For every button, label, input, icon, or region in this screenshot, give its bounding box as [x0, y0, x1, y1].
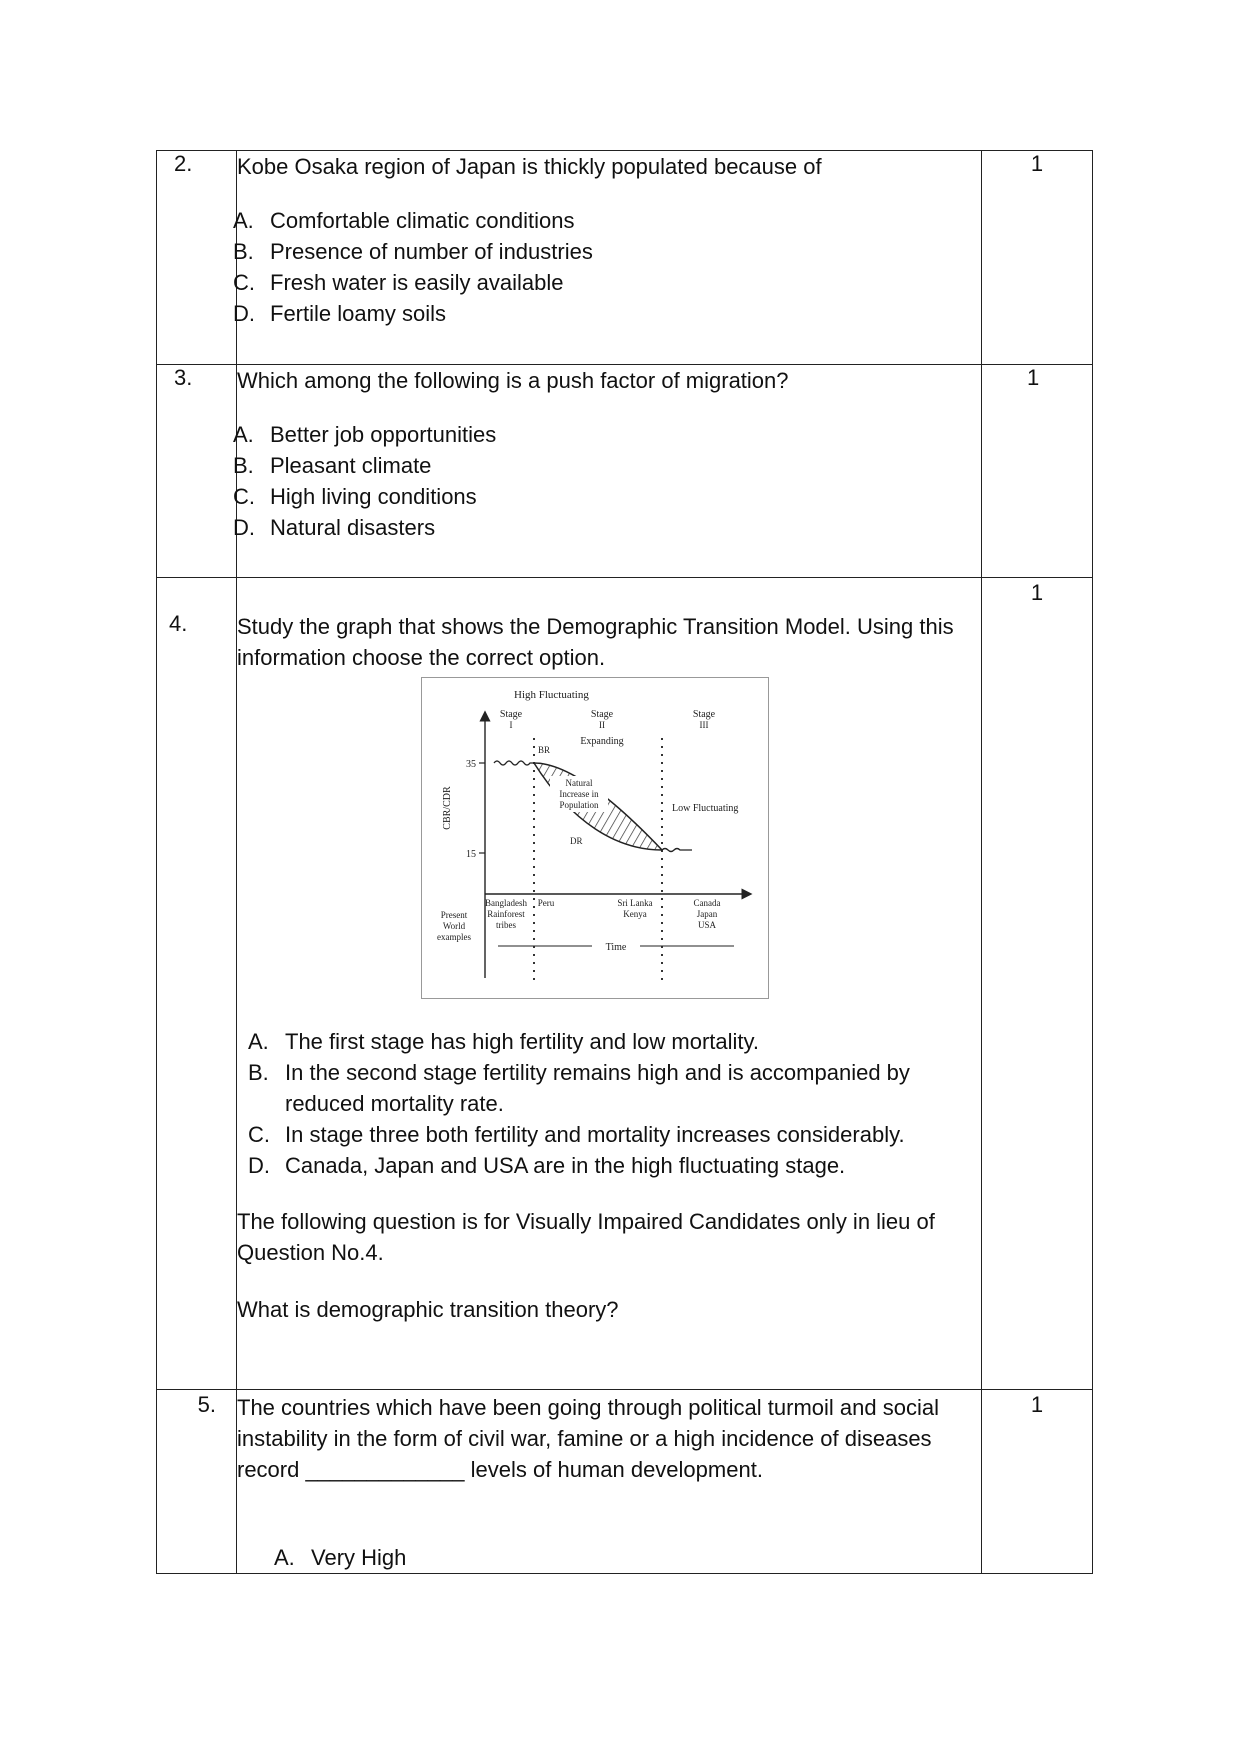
question-number: 3. [157, 365, 237, 578]
stage-1-numeral: I [509, 720, 513, 730]
example-japan: Japan [696, 909, 718, 919]
option-c: C. Fresh water is easily available [233, 270, 564, 295]
high-fluctuating-label: High Fluctuating [514, 689, 589, 701]
question-text: Kobe Osaka region of Japan is thickly populated because of [237, 154, 822, 179]
example-peru: Peru [537, 898, 555, 908]
marks: 1 [982, 365, 1093, 578]
example-usa: USA [697, 920, 717, 930]
natural-increase-label-1: Natural [565, 778, 593, 788]
br-label: BR [538, 745, 551, 755]
examples-label-2: World [442, 921, 466, 931]
natural-increase-label-2: Increase in [559, 789, 599, 799]
questions-table [156, 150, 1093, 1574]
low-fluctuating-label: Low Fluctuating [672, 803, 739, 814]
option-a: A. Comfortable climatic conditions [233, 208, 575, 233]
option-d: D. Natural disasters [233, 515, 436, 540]
visually-impaired-note: The following question is for Visually Impaired Candidates only in lieu of Question No.4. [237, 1209, 935, 1265]
examples-label-1: Present [440, 910, 468, 920]
stage-1-word: Stage [499, 709, 523, 720]
options-list [233, 205, 981, 329]
y-tick-label-35: 35 [466, 759, 476, 770]
option-b: B. Presence of number of industries [233, 239, 593, 264]
option-c: C. High living conditions [233, 484, 477, 509]
question-text: Study the graph that shows the Demographic Transition Model. Using this information choose the correct option. [237, 614, 954, 670]
examples-label-3: examples [437, 932, 471, 942]
marks: 1 [982, 151, 1093, 365]
stage-1-fluctuating-line [494, 761, 534, 765]
options-list [233, 419, 981, 543]
option-d: D. Fertile loamy soils [233, 301, 447, 326]
demographic-transition-figure [421, 677, 769, 999]
example-canada: Canada [693, 898, 721, 908]
question-row-3 [157, 365, 1093, 578]
marks: 1 [982, 1390, 1093, 1574]
option-b: B. In the second stage fertility remains high and is accompanied by reduced mortality rate. [248, 1060, 910, 1116]
option-b: B. Pleasant climate [233, 453, 432, 478]
question-row-4 [157, 578, 1093, 1390]
stage-2-word: Stage [590, 709, 614, 720]
example-bangladesh: Bangladesh [485, 898, 527, 908]
alternate-question: What is demographic transition theory? [237, 1297, 619, 1322]
option-d: D. Canada, Japan and USA are in the high fluctuating stage. [248, 1153, 846, 1178]
time-label: Time [605, 942, 627, 953]
stage-2-numeral: II [599, 720, 605, 730]
example-rainforest: Rainforest [487, 909, 525, 919]
question-number: 2. [157, 151, 237, 365]
option-c: C. In stage three both fertility and mortality increases considerably. [248, 1122, 905, 1147]
option-a: A. Better job opportunities [233, 422, 497, 447]
options-list [248, 1026, 981, 1181]
stage-3-word: Stage [692, 709, 716, 720]
option-a: A. Very High [274, 1545, 407, 1570]
example-sri-lanka: Sri Lanka [617, 898, 653, 908]
question-cell [233, 151, 982, 365]
stage-3-fluctuating-line [662, 849, 692, 852]
marks: 1 [982, 578, 1093, 1390]
dr-label: DR [570, 836, 583, 846]
expanding-label: Expanding [580, 736, 624, 747]
option-a: A. The first stage has high fertility and low mortality. [248, 1029, 760, 1054]
question-text: The countries which have been going through political turmoil and social instability in the form of civil war, famine or a high incidence of diseases record _____________ levels of human development. [237, 1395, 939, 1482]
question-cell [237, 578, 982, 1390]
question-text: Which among the following is a push factor of migration? [237, 368, 789, 393]
stage-3-numeral: III [699, 720, 709, 730]
question-cell [237, 1390, 982, 1574]
example-tribes: tribes [496, 920, 516, 930]
question-number: 5. [157, 1390, 237, 1574]
options-list [274, 1542, 981, 1573]
question-row-2 [157, 151, 1093, 365]
natural-increase-label-3: Population [559, 800, 599, 810]
y-axis-label: CBR/CDR [442, 786, 453, 830]
question-cell [233, 365, 982, 578]
example-kenya: Kenya [623, 909, 647, 919]
y-tick-label-15: 15 [466, 849, 476, 860]
question-number: 4. [157, 578, 237, 1390]
question-row-5 [157, 1390, 1093, 1574]
